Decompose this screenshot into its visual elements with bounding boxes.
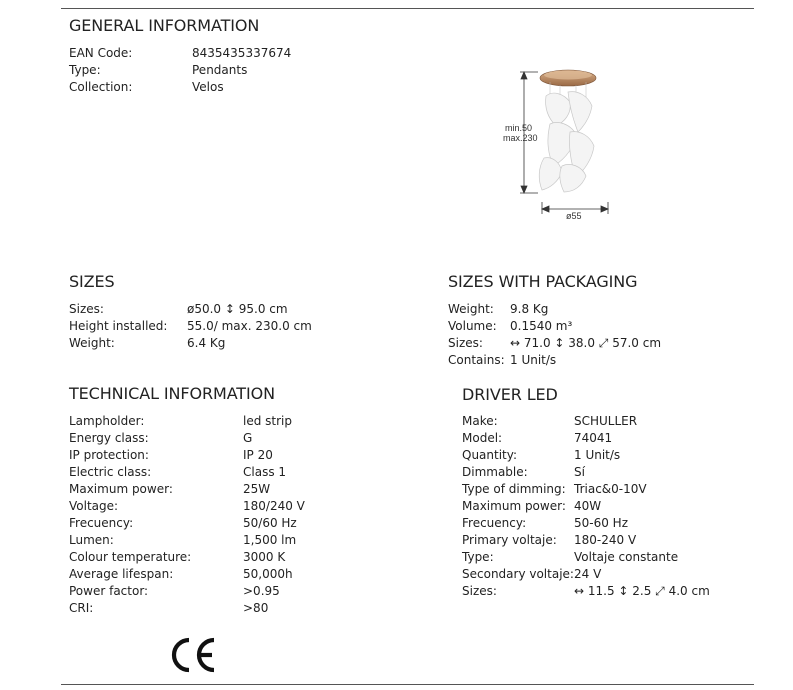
driver-value: SCHULLER (574, 414, 638, 428)
type-label: Type: (69, 63, 101, 77)
tech-value: 1,500 lm (243, 533, 297, 547)
height-min-label: min.50 (505, 123, 533, 133)
ean-value: 8435435337674 (192, 46, 292, 60)
weight-label: Weight: (69, 336, 115, 350)
height-installed-value: 55.0/ max. 230.0 cm (187, 319, 312, 333)
top-divider (61, 8, 754, 9)
packaging-weight-value: 9.8 Kg (510, 302, 549, 316)
packaging-volume-label: Volume: (448, 319, 497, 333)
tech-label: Electric class: (69, 465, 152, 479)
driver-value: 50-60 Hz (574, 516, 629, 530)
driver-label: Type of dimming: (462, 482, 566, 496)
tech-label: Energy class: (69, 431, 149, 445)
height-max-label: max.230 (503, 133, 538, 143)
tech-value: >0.95 (243, 584, 280, 598)
packaging-sizes-label: Sizes: (448, 336, 483, 350)
general-information-heading: GENERAL INFORMATION (69, 16, 260, 35)
tech-value: 25W (243, 482, 271, 496)
driver-label: Primary voltaje: (462, 533, 557, 547)
tech-value: Class 1 (243, 465, 287, 479)
tech-label: Colour temperature: (69, 550, 192, 564)
driver-value: 180-240 V (574, 533, 637, 547)
driver-label: Frecuency: (462, 516, 527, 530)
packaging-contains-value: 1 Unit/s (510, 353, 557, 367)
packaging-volume-value: 0.1540 m³ (510, 319, 573, 333)
driver-value: 40W (574, 499, 602, 513)
driver-label: Sizes: (462, 584, 497, 598)
driver-value: 74041 (574, 431, 613, 445)
driver-led-heading: DRIVER LED (462, 385, 558, 404)
product-dimension-drawing (498, 62, 618, 222)
tech-label: Lampholder: (69, 414, 145, 428)
tech-label: Average lifespan: (69, 567, 174, 581)
tech-value: 50,000h (243, 567, 293, 581)
driver-value: ↔ 11.5 ↕ 2.5 ⤢ 4.0 cm (574, 584, 710, 598)
tech-value: >80 (243, 601, 269, 615)
height-installed-label: Height installed: (69, 319, 168, 333)
type-value: Pendants (192, 63, 248, 77)
collection-label: Collection: (69, 80, 133, 94)
tech-label: Frecuency: (69, 516, 134, 530)
driver-label: Model: (462, 431, 503, 445)
ean-label: EAN Code: (69, 46, 133, 60)
ce-mark-icon (169, 636, 217, 674)
tech-label: IP protection: (69, 448, 149, 462)
tech-value: 50/60 Hz (243, 516, 297, 530)
driver-label: Maximum power: (462, 499, 566, 513)
driver-label: Make: (462, 414, 498, 428)
driver-value: 1 Unit/s (574, 448, 621, 462)
tech-label: Lumen: (69, 533, 114, 547)
tech-value: led strip (243, 414, 292, 428)
tech-value: IP 20 (243, 448, 273, 462)
tech-value: 180/240 V (243, 499, 305, 513)
driver-value: Voltaje constante (574, 550, 679, 564)
sizes-label: Sizes: (69, 302, 104, 316)
packaging-sizes-value: ↔ 71.0 ↕ 38.0 ⤢ 57.0 cm (510, 336, 662, 350)
driver-value: Triac&0-10V (574, 482, 647, 496)
diameter-label: ø55 (566, 211, 582, 221)
tech-label: Maximum power: (69, 482, 173, 496)
driver-label: Dimmable: (462, 465, 528, 479)
tech-label: Voltage: (69, 499, 119, 513)
tech-value: 3000 K (243, 550, 286, 564)
pendant-veils (539, 92, 594, 192)
packaging-weight-label: Weight: (448, 302, 494, 316)
driver-label: Quantity: (462, 448, 518, 462)
driver-label: Secondary voltaje: (462, 567, 574, 581)
packaging-contains-label: Contains: (448, 353, 505, 367)
tech-label: Power factor: (69, 584, 149, 598)
tech-value: G (243, 431, 253, 445)
collection-value: Velos (192, 80, 224, 94)
driver-value: 24 V (574, 567, 602, 581)
tech-label: CRI: (69, 601, 94, 615)
sizes-value: ø50.0 ↕ 95.0 cm (187, 302, 288, 316)
sizes-heading: SIZES (69, 272, 115, 291)
weight-value: 6.4 Kg (187, 336, 226, 350)
driver-label: Type: (462, 550, 494, 564)
driver-value: Sí (574, 465, 585, 479)
sizes-with-packaging-heading: SIZES WITH PACKAGING (448, 272, 638, 291)
bottom-divider (61, 684, 754, 685)
technical-information-heading: TECHNICAL INFORMATION (69, 384, 275, 403)
